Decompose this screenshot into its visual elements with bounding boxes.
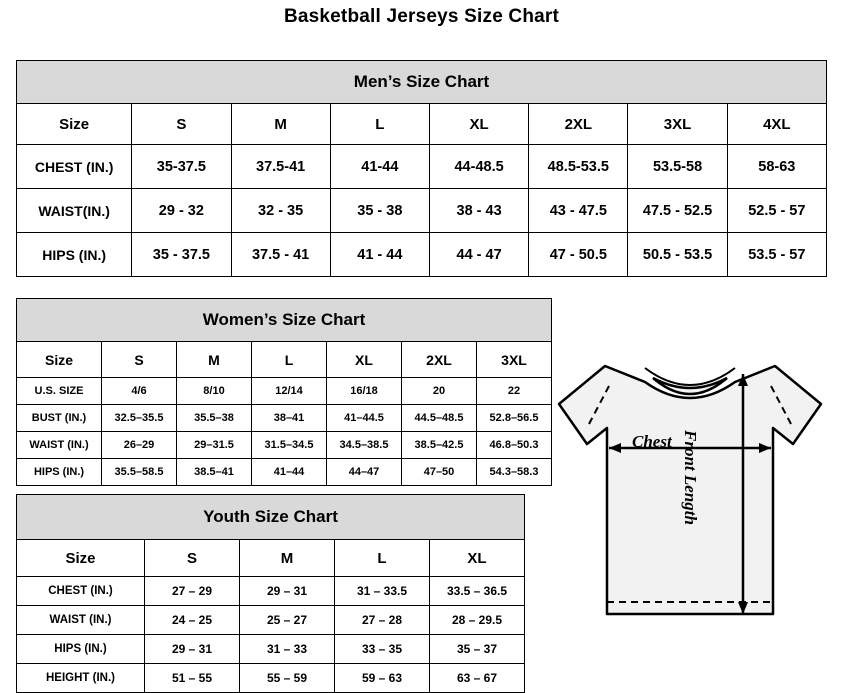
womens-row-label-waist: WAIST (IN.)	[17, 432, 102, 459]
youth-chart-caption: Youth Size Chart	[17, 495, 525, 540]
womens-row-label-bust: BUST (IN.)	[17, 405, 102, 432]
table-row	[17, 635, 525, 664]
table-cell: 63 – 67	[430, 664, 525, 693]
youth-chart-caption-row	[17, 495, 525, 540]
table-cell: 44-48.5	[429, 145, 528, 189]
table-cell: 59 – 63	[335, 664, 430, 693]
womens-col-size: Size	[17, 342, 102, 378]
womens-col-2xl: 2XL	[402, 342, 477, 378]
table-cell: 58-63	[727, 145, 826, 189]
table-cell: 38 - 43	[429, 189, 528, 233]
table-cell: 37.5 - 41	[231, 233, 330, 277]
table-row	[17, 405, 552, 432]
table-cell: 12/14	[252, 378, 327, 405]
table-cell: 29–31.5	[177, 432, 252, 459]
womens-col-3xl: 3XL	[477, 342, 552, 378]
table-cell: 35 - 38	[330, 189, 429, 233]
table-cell: 24 – 25	[145, 606, 240, 635]
womens-size-chart-table	[16, 298, 552, 486]
table-cell: 53.5-58	[628, 145, 727, 189]
table-row	[17, 145, 827, 189]
table-cell: 20	[402, 378, 477, 405]
mens-row-label-chest: CHEST (IN.)	[17, 145, 132, 189]
mens-size-chart-table	[16, 60, 827, 277]
table-cell: 41-44	[330, 145, 429, 189]
table-row	[17, 432, 552, 459]
table-cell: 52.8–56.5	[477, 405, 552, 432]
youth-col-l: L	[335, 540, 430, 577]
womens-chart-caption-row	[17, 299, 552, 342]
mens-col-4xl: 4XL	[727, 104, 826, 145]
table-cell: 44 - 47	[429, 233, 528, 277]
mens-column-header-row	[17, 104, 827, 145]
table-cell: 54.3–58.3	[477, 459, 552, 486]
table-cell: 33.5 – 36.5	[430, 577, 525, 606]
table-cell: 32.5–35.5	[102, 405, 177, 432]
youth-col-size: Size	[17, 540, 145, 577]
table-cell: 16/18	[327, 378, 402, 405]
table-cell: 32 - 35	[231, 189, 330, 233]
table-cell: 44.5–48.5	[402, 405, 477, 432]
table-cell: 46.8–50.3	[477, 432, 552, 459]
youth-row-label-chest: CHEST (IN.)	[17, 577, 145, 606]
table-cell: 47 - 50.5	[529, 233, 628, 277]
womens-col-xl: XL	[327, 342, 402, 378]
table-row	[17, 233, 827, 277]
mens-col-3xl: 3XL	[628, 104, 727, 145]
table-cell: 27 – 29	[145, 577, 240, 606]
table-cell: 29 – 31	[240, 577, 335, 606]
table-row	[17, 459, 552, 486]
womens-row-label-us-size: U.S. SIZE	[17, 378, 102, 405]
mens-row-label-hips: HIPS (IN.)	[17, 233, 132, 277]
mens-col-size: Size	[17, 104, 132, 145]
table-cell: 48.5-53.5	[529, 145, 628, 189]
table-cell: 41 - 44	[330, 233, 429, 277]
mens-col-m: M	[231, 104, 330, 145]
table-cell: 27 – 28	[335, 606, 430, 635]
table-cell: 38.5–41	[177, 459, 252, 486]
table-cell: 29 – 31	[145, 635, 240, 664]
table-cell: 28 – 29.5	[430, 606, 525, 635]
table-row	[17, 378, 552, 405]
mens-col-2xl: 2XL	[529, 104, 628, 145]
front-length-label: Front Length	[681, 430, 700, 525]
table-cell: 43 - 47.5	[529, 189, 628, 233]
youth-col-m: M	[240, 540, 335, 577]
table-cell: 53.5 - 57	[727, 233, 826, 277]
youth-col-xl: XL	[430, 540, 525, 577]
table-cell: 8/10	[177, 378, 252, 405]
table-cell: 35 - 37.5	[132, 233, 231, 277]
table-cell: 55 – 59	[240, 664, 335, 693]
table-cell: 26–29	[102, 432, 177, 459]
table-cell: 52.5 - 57	[727, 189, 826, 233]
mens-chart-caption-row	[17, 61, 827, 104]
mens-col-s: S	[132, 104, 231, 145]
mens-col-l: L	[330, 104, 429, 145]
table-cell: 4/6	[102, 378, 177, 405]
table-cell: 35.5–38	[177, 405, 252, 432]
table-cell: 41–44	[252, 459, 327, 486]
youth-size-chart-table	[16, 494, 525, 693]
table-cell: 44–47	[327, 459, 402, 486]
table-row	[17, 189, 827, 233]
womens-col-l: L	[252, 342, 327, 378]
womens-column-header-row	[17, 342, 552, 378]
mens-col-xl: XL	[429, 104, 528, 145]
chest-label: Chest	[632, 432, 672, 451]
youth-col-s: S	[145, 540, 240, 577]
mens-row-label-waist: WAIST(IN.)	[17, 189, 132, 233]
table-cell: 41–44.5	[327, 405, 402, 432]
table-row	[17, 664, 525, 693]
table-cell: 31 – 33	[240, 635, 335, 664]
youth-row-label-waist: WAIST (IN.)	[17, 606, 145, 635]
table-row	[17, 606, 525, 635]
table-cell: 47.5 - 52.5	[628, 189, 727, 233]
table-cell: 38.5–42.5	[402, 432, 477, 459]
table-cell: 33 – 35	[335, 635, 430, 664]
table-cell: 31 – 33.5	[335, 577, 430, 606]
table-cell: 37.5-41	[231, 145, 330, 189]
table-cell: 34.5–38.5	[327, 432, 402, 459]
mens-chart-caption: Men’s Size Chart	[17, 61, 827, 104]
table-cell: 38–41	[252, 405, 327, 432]
table-cell: 31.5–34.5	[252, 432, 327, 459]
table-cell: 29 - 32	[132, 189, 231, 233]
womens-col-m: M	[177, 342, 252, 378]
table-cell: 51 – 55	[145, 664, 240, 693]
table-cell: 25 – 27	[240, 606, 335, 635]
womens-chart-caption: Women’s Size Chart	[17, 299, 552, 342]
page-title: Basketball Jerseys Size Chart	[283, 6, 560, 27]
table-cell: 35.5–58.5	[102, 459, 177, 486]
youth-row-label-hips: HIPS (IN.)	[17, 635, 145, 664]
table-cell: 35 – 37	[430, 635, 525, 664]
table-cell: 50.5 - 53.5	[628, 233, 727, 277]
youth-row-label-height: HEIGHT (IN.)	[17, 664, 145, 693]
table-cell: 35-37.5	[132, 145, 231, 189]
womens-row-label-hips: HIPS (IN.)	[17, 459, 102, 486]
womens-col-s: S	[102, 342, 177, 378]
table-row	[17, 577, 525, 606]
youth-column-header-row	[17, 540, 525, 577]
table-cell: 47–50	[402, 459, 477, 486]
table-cell: 22	[477, 378, 552, 405]
